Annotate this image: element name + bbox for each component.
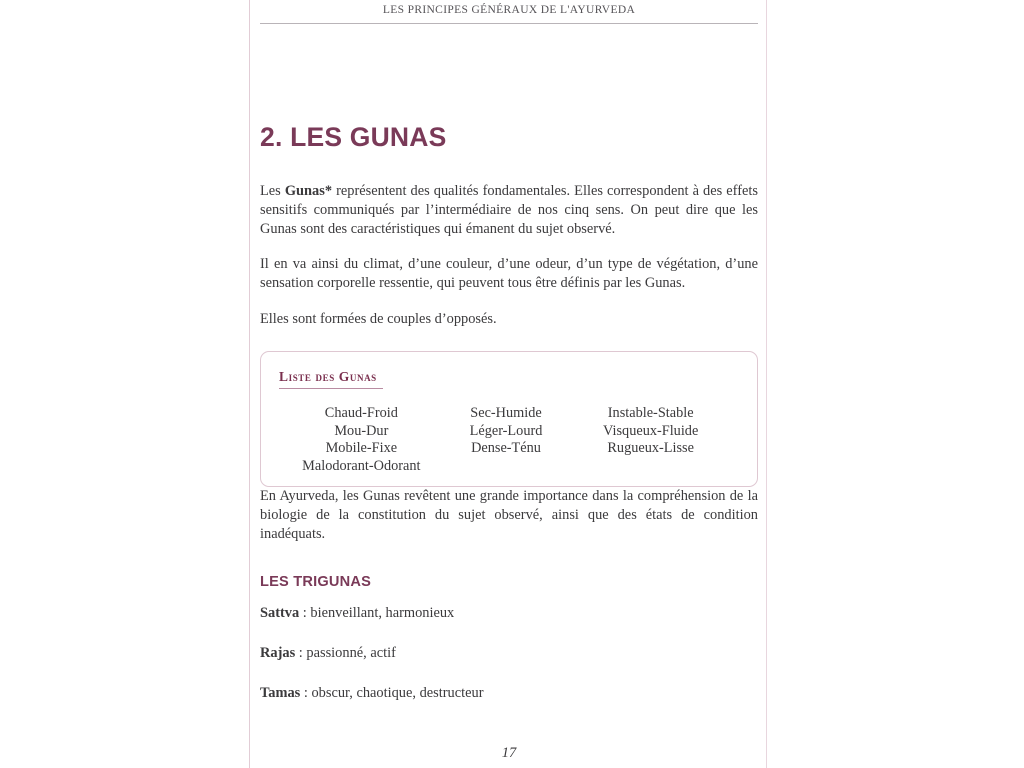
list-item: Dense-Ténu [471,440,541,457]
gunas-list-box [260,351,758,487]
gunas-columns [279,405,739,476]
list-item: Visqueux-Fluide [603,422,699,439]
triguna-description: passionné, actif [306,644,396,661]
trigunas-list [260,604,758,702]
running-head: LES PRINCIPES GÉNÉRAUX DE L'AYURVEDA [382,4,636,16]
triguna-entry-tamas [260,684,758,703]
paragraph-intro-2: Il en va ainsi du climat, d’une couleur, d’une odeur, d’un type de végétation, d’une sensation corporelle ressentie, qui peuvent tous être définis par les Gunas. [260,256,758,292]
gunas-term: Gunas* [284,182,333,199]
gunas-column-2 [434,405,579,476]
section-subheading-trigunas: LES TRIGUNAS [260,574,372,591]
triguna-entry-rajas [260,644,758,663]
gunas-column-1 [289,405,434,476]
list-item: Léger-Lourd [469,422,543,439]
intro-text-block [260,182,758,329]
paragraph-intro-1 [260,182,758,239]
list-item: Chaud-Froid [324,404,398,421]
gunas-column-3 [578,405,723,476]
gunas-list-box-heading: Liste des Gunas [279,369,383,389]
paragraph-intro-1-lead: Les [260,182,285,199]
triguna-description: bienveillant, harmonieux [310,605,455,622]
page-sheet [249,0,767,768]
list-item: Sec-Humide [470,404,542,421]
list-item: Malodorant-Odorant [302,458,421,475]
paragraph-after-box: En Ayurveda, les Gunas revêtent une grande importance dans la compréhension de la biologie de la constitution du sujet observé, ainsi que des états de condition inadéquats. [260,487,758,543]
triguna-name: Sattva [260,605,300,622]
page-content-area [260,0,758,768]
paragraph-intro-1-rest: représentent des qualités fondamentales. Elles correspondent à des effets sensitifs communiqués par l’intermédiaire de nos cinq sens. On peut dire que les Gunas sont des caractéristiques qui émanent du sujet observé. [260,182,758,238]
triguna-separator: : [300,684,312,701]
list-item: Rugueux-Lisse [607,440,694,457]
triguna-description: obscur, chaotique, destructeur [311,684,484,701]
list-item: Mobile-Fixe [325,440,398,457]
triguna-name: Rajas [260,644,296,661]
page-title: 2. LES GUNAS [260,122,447,152]
paragraph-intro-3: Elles sont formées de couples d’opposés. [260,310,497,327]
list-item: Mou-Dur [334,422,389,439]
triguna-entry-sattva [260,604,758,623]
triguna-name: Tamas [260,684,301,701]
list-item: Instable-Stable [607,404,694,421]
page-number: 17 [501,745,517,761]
triguna-separator: : [295,644,307,661]
triguna-separator: : [299,605,311,622]
